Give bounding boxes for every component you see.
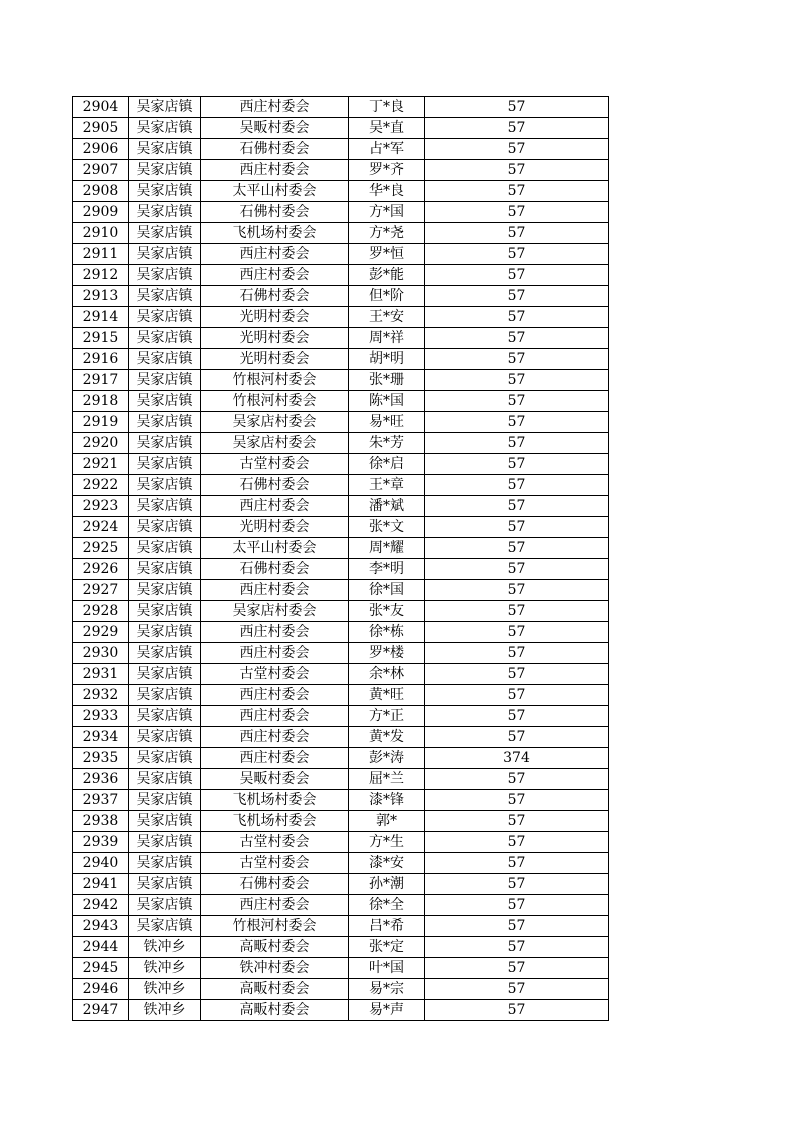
table-row <box>73 979 609 1000</box>
row-number-cell: 2936 <box>73 769 129 790</box>
town-cell: 吴家店镇 <box>129 874 201 895</box>
table-row <box>73 538 609 559</box>
town-cell: 吴家店镇 <box>129 370 201 391</box>
village-cell: 吴家店村委会 <box>201 433 349 454</box>
name-cell: 罗*恒 <box>349 244 425 265</box>
village-cell: 西庄村委会 <box>201 727 349 748</box>
table-row <box>73 559 609 580</box>
name-cell: 方*正 <box>349 706 425 727</box>
town-cell: 吴家店镇 <box>129 643 201 664</box>
town-cell: 铁冲乡 <box>129 958 201 979</box>
row-number-cell: 2941 <box>73 874 129 895</box>
town-cell: 吴家店镇 <box>129 433 201 454</box>
town-cell: 吴家店镇 <box>129 181 201 202</box>
village-cell: 西庄村委会 <box>201 622 349 643</box>
table-row <box>73 1000 609 1021</box>
row-number-cell: 2933 <box>73 706 129 727</box>
town-cell: 吴家店镇 <box>129 244 201 265</box>
row-number-cell: 2927 <box>73 580 129 601</box>
town-cell: 吴家店镇 <box>129 412 201 433</box>
row-number-cell: 2931 <box>73 664 129 685</box>
village-cell: 西庄村委会 <box>201 895 349 916</box>
village-cell: 石佛村委会 <box>201 874 349 895</box>
table-row <box>73 139 609 160</box>
row-number-cell: 2928 <box>73 601 129 622</box>
amount-cell: 57 <box>425 727 609 748</box>
village-cell: 竹根河村委会 <box>201 391 349 412</box>
amount-cell: 57 <box>425 97 609 118</box>
amount-cell: 57 <box>425 559 609 580</box>
amount-cell: 57 <box>425 139 609 160</box>
town-cell: 吴家店镇 <box>129 769 201 790</box>
table-row <box>73 160 609 181</box>
name-cell: 周*祥 <box>349 328 425 349</box>
table-row <box>73 118 609 139</box>
table-row <box>73 517 609 538</box>
table-row <box>73 97 609 118</box>
name-cell: 罗*齐 <box>349 160 425 181</box>
amount-cell: 57 <box>425 496 609 517</box>
table-row <box>73 958 609 979</box>
amount-cell: 57 <box>425 853 609 874</box>
name-cell: 张*珊 <box>349 370 425 391</box>
row-number-cell: 2943 <box>73 916 129 937</box>
amount-cell: 57 <box>425 979 609 1000</box>
amount-cell: 57 <box>425 622 609 643</box>
name-cell: 方*国 <box>349 202 425 223</box>
name-cell: 王*章 <box>349 475 425 496</box>
town-cell: 吴家店镇 <box>129 349 201 370</box>
name-cell: 李*明 <box>349 559 425 580</box>
table-row <box>73 202 609 223</box>
village-cell: 石佛村委会 <box>201 139 349 160</box>
town-cell: 吴家店镇 <box>129 559 201 580</box>
table-row <box>73 412 609 433</box>
amount-cell: 57 <box>425 643 609 664</box>
row-number-cell: 2904 <box>73 97 129 118</box>
name-cell: 彭*涛 <box>349 748 425 769</box>
town-cell: 吴家店镇 <box>129 118 201 139</box>
village-cell: 石佛村委会 <box>201 475 349 496</box>
row-number-cell: 2937 <box>73 790 129 811</box>
village-cell: 古堂村委会 <box>201 454 349 475</box>
name-cell: 徐*全 <box>349 895 425 916</box>
amount-cell: 57 <box>425 517 609 538</box>
village-cell: 竹根河村委会 <box>201 370 349 391</box>
table-row <box>73 223 609 244</box>
name-cell: 黄*旺 <box>349 685 425 706</box>
name-cell: 徐*栋 <box>349 622 425 643</box>
table-row <box>73 811 609 832</box>
town-cell: 吴家店镇 <box>129 832 201 853</box>
village-cell: 西庄村委会 <box>201 706 349 727</box>
village-cell: 竹根河村委会 <box>201 916 349 937</box>
table-row <box>73 496 609 517</box>
town-cell: 吴家店镇 <box>129 97 201 118</box>
village-cell: 光明村委会 <box>201 517 349 538</box>
table-row <box>73 937 609 958</box>
table-body <box>73 97 609 1021</box>
row-number-cell: 2914 <box>73 307 129 328</box>
name-cell: 郭* <box>349 811 425 832</box>
name-cell: 周*耀 <box>349 538 425 559</box>
row-number-cell: 2932 <box>73 685 129 706</box>
name-cell: 余*林 <box>349 664 425 685</box>
row-number-cell: 2942 <box>73 895 129 916</box>
table-row <box>73 832 609 853</box>
table-row <box>73 643 609 664</box>
amount-cell: 57 <box>425 832 609 853</box>
row-number-cell: 2919 <box>73 412 129 433</box>
town-cell: 吴家店镇 <box>129 265 201 286</box>
row-number-cell: 2912 <box>73 265 129 286</box>
name-cell: 张*定 <box>349 937 425 958</box>
name-cell: 易*声 <box>349 1000 425 1021</box>
name-cell: 徐*启 <box>349 454 425 475</box>
name-cell: 彭*能 <box>349 265 425 286</box>
village-cell: 吴畈村委会 <box>201 118 349 139</box>
town-cell: 吴家店镇 <box>129 202 201 223</box>
village-cell: 西庄村委会 <box>201 160 349 181</box>
village-cell: 太平山村委会 <box>201 538 349 559</box>
row-number-cell: 2946 <box>73 979 129 1000</box>
town-cell: 吴家店镇 <box>129 139 201 160</box>
town-cell: 吴家店镇 <box>129 391 201 412</box>
town-cell: 吴家店镇 <box>129 496 201 517</box>
amount-cell: 57 <box>425 349 609 370</box>
row-number-cell: 2916 <box>73 349 129 370</box>
row-number-cell: 2918 <box>73 391 129 412</box>
row-number-cell: 2911 <box>73 244 129 265</box>
row-number-cell: 2910 <box>73 223 129 244</box>
row-number-cell: 2940 <box>73 853 129 874</box>
village-cell: 高畈村委会 <box>201 937 349 958</box>
name-cell: 王*安 <box>349 307 425 328</box>
table-row <box>73 391 609 412</box>
amount-cell: 57 <box>425 370 609 391</box>
table-row <box>73 475 609 496</box>
village-cell: 西庄村委会 <box>201 97 349 118</box>
table-row <box>73 664 609 685</box>
town-cell: 吴家店镇 <box>129 580 201 601</box>
table-row <box>73 601 609 622</box>
town-cell: 吴家店镇 <box>129 601 201 622</box>
amount-cell: 57 <box>425 160 609 181</box>
name-cell: 胡*明 <box>349 349 425 370</box>
amount-cell: 57 <box>425 202 609 223</box>
name-cell: 叶*国 <box>349 958 425 979</box>
village-cell: 西庄村委会 <box>201 748 349 769</box>
name-cell: 吴*直 <box>349 118 425 139</box>
name-cell: 孙*潮 <box>349 874 425 895</box>
row-number-cell: 2915 <box>73 328 129 349</box>
village-cell: 吴家店村委会 <box>201 412 349 433</box>
amount-cell: 57 <box>425 223 609 244</box>
town-cell: 铁冲乡 <box>129 979 201 1000</box>
amount-cell: 57 <box>425 286 609 307</box>
town-cell: 铁冲乡 <box>129 937 201 958</box>
village-cell: 西庄村委会 <box>201 244 349 265</box>
row-number-cell: 2922 <box>73 475 129 496</box>
town-cell: 吴家店镇 <box>129 790 201 811</box>
town-cell: 吴家店镇 <box>129 916 201 937</box>
town-cell: 吴家店镇 <box>129 748 201 769</box>
town-cell: 吴家店镇 <box>129 727 201 748</box>
row-number-cell: 2907 <box>73 160 129 181</box>
row-number-cell: 2926 <box>73 559 129 580</box>
town-cell: 吴家店镇 <box>129 517 201 538</box>
village-cell: 西庄村委会 <box>201 580 349 601</box>
table-row <box>73 307 609 328</box>
amount-cell: 57 <box>425 454 609 475</box>
amount-cell: 57 <box>425 433 609 454</box>
table-row <box>73 580 609 601</box>
table-row <box>73 685 609 706</box>
village-cell: 西庄村委会 <box>201 685 349 706</box>
name-cell: 占*军 <box>349 139 425 160</box>
row-number-cell: 2944 <box>73 937 129 958</box>
table-row <box>73 286 609 307</box>
table-row <box>73 853 609 874</box>
row-number-cell: 2938 <box>73 811 129 832</box>
amount-cell: 57 <box>425 706 609 727</box>
village-cell: 铁冲村委会 <box>201 958 349 979</box>
village-cell: 飞机场村委会 <box>201 223 349 244</box>
amount-cell: 57 <box>425 1000 609 1021</box>
name-cell: 徐*国 <box>349 580 425 601</box>
name-cell: 朱*芳 <box>349 433 425 454</box>
name-cell: 丁*良 <box>349 97 425 118</box>
table-row <box>73 706 609 727</box>
town-cell: 吴家店镇 <box>129 454 201 475</box>
amount-cell: 57 <box>425 244 609 265</box>
town-cell: 吴家店镇 <box>129 475 201 496</box>
amount-cell: 57 <box>425 958 609 979</box>
village-cell: 光明村委会 <box>201 328 349 349</box>
village-cell: 高畈村委会 <box>201 979 349 1000</box>
town-cell: 吴家店镇 <box>129 328 201 349</box>
name-cell: 但*阶 <box>349 286 425 307</box>
amount-cell: 57 <box>425 769 609 790</box>
amount-cell: 57 <box>425 664 609 685</box>
table-row <box>73 769 609 790</box>
table-row <box>73 433 609 454</box>
table-row <box>73 874 609 895</box>
table-row <box>73 790 609 811</box>
village-cell: 吴畈村委会 <box>201 769 349 790</box>
town-cell: 吴家店镇 <box>129 223 201 244</box>
name-cell: 张*文 <box>349 517 425 538</box>
name-cell: 易*旺 <box>349 412 425 433</box>
table-row <box>73 265 609 286</box>
town-cell: 吴家店镇 <box>129 538 201 559</box>
name-cell: 漆*锋 <box>349 790 425 811</box>
village-cell: 石佛村委会 <box>201 286 349 307</box>
row-number-cell: 2921 <box>73 454 129 475</box>
name-cell: 华*良 <box>349 181 425 202</box>
amount-cell: 57 <box>425 790 609 811</box>
town-cell: 吴家店镇 <box>129 895 201 916</box>
name-cell: 屈*兰 <box>349 769 425 790</box>
amount-cell: 57 <box>425 181 609 202</box>
table-row <box>73 181 609 202</box>
table-row <box>73 916 609 937</box>
town-cell: 吴家店镇 <box>129 307 201 328</box>
row-number-cell: 2923 <box>73 496 129 517</box>
row-number-cell: 2930 <box>73 643 129 664</box>
row-number-cell: 2908 <box>73 181 129 202</box>
row-number-cell: 2924 <box>73 517 129 538</box>
amount-cell: 374 <box>425 748 609 769</box>
amount-cell: 57 <box>425 811 609 832</box>
amount-cell: 57 <box>425 874 609 895</box>
amount-cell: 57 <box>425 118 609 139</box>
row-number-cell: 2945 <box>73 958 129 979</box>
name-cell: 潘*斌 <box>349 496 425 517</box>
village-cell: 古堂村委会 <box>201 832 349 853</box>
row-number-cell: 2925 <box>73 538 129 559</box>
village-cell: 石佛村委会 <box>201 202 349 223</box>
amount-cell: 57 <box>425 265 609 286</box>
town-cell: 铁冲乡 <box>129 1000 201 1021</box>
amount-cell: 57 <box>425 328 609 349</box>
village-cell: 西庄村委会 <box>201 265 349 286</box>
amount-cell: 57 <box>425 916 609 937</box>
row-number-cell: 2947 <box>73 1000 129 1021</box>
name-cell: 方*尧 <box>349 223 425 244</box>
name-cell: 黄*发 <box>349 727 425 748</box>
table-row <box>73 349 609 370</box>
row-number-cell: 2934 <box>73 727 129 748</box>
row-number-cell: 2939 <box>73 832 129 853</box>
amount-cell: 57 <box>425 937 609 958</box>
town-cell: 吴家店镇 <box>129 622 201 643</box>
table-row <box>73 727 609 748</box>
amount-cell: 57 <box>425 601 609 622</box>
village-cell: 吴家店村委会 <box>201 601 349 622</box>
amount-cell: 57 <box>425 580 609 601</box>
amount-cell: 57 <box>425 391 609 412</box>
village-cell: 飞机场村委会 <box>201 811 349 832</box>
table-row <box>73 622 609 643</box>
table-row <box>73 748 609 769</box>
town-cell: 吴家店镇 <box>129 685 201 706</box>
row-number-cell: 2929 <box>73 622 129 643</box>
amount-cell: 57 <box>425 412 609 433</box>
town-cell: 吴家店镇 <box>129 160 201 181</box>
town-cell: 吴家店镇 <box>129 811 201 832</box>
village-cell: 光明村委会 <box>201 307 349 328</box>
village-cell: 飞机场村委会 <box>201 790 349 811</box>
table-row <box>73 895 609 916</box>
town-cell: 吴家店镇 <box>129 664 201 685</box>
name-cell: 漆*安 <box>349 853 425 874</box>
table-row <box>73 370 609 391</box>
village-cell: 西庄村委会 <box>201 496 349 517</box>
name-cell: 易*宗 <box>349 979 425 1000</box>
village-cell: 石佛村委会 <box>201 559 349 580</box>
amount-cell: 57 <box>425 475 609 496</box>
row-number-cell: 2905 <box>73 118 129 139</box>
table-row <box>73 328 609 349</box>
name-cell: 罗*楼 <box>349 643 425 664</box>
data-table <box>72 96 609 1021</box>
table-row <box>73 244 609 265</box>
name-cell: 陈*国 <box>349 391 425 412</box>
row-number-cell: 2920 <box>73 433 129 454</box>
amount-cell: 57 <box>425 307 609 328</box>
town-cell: 吴家店镇 <box>129 286 201 307</box>
row-number-cell: 2935 <box>73 748 129 769</box>
row-number-cell: 2909 <box>73 202 129 223</box>
amount-cell: 57 <box>425 895 609 916</box>
village-cell: 光明村委会 <box>201 349 349 370</box>
row-number-cell: 2913 <box>73 286 129 307</box>
amount-cell: 57 <box>425 538 609 559</box>
table-row <box>73 454 609 475</box>
row-number-cell: 2906 <box>73 139 129 160</box>
village-cell: 古堂村委会 <box>201 853 349 874</box>
village-cell: 高畈村委会 <box>201 1000 349 1021</box>
row-number-cell: 2917 <box>73 370 129 391</box>
village-cell: 古堂村委会 <box>201 664 349 685</box>
village-cell: 太平山村委会 <box>201 181 349 202</box>
name-cell: 吕*希 <box>349 916 425 937</box>
amount-cell: 57 <box>425 685 609 706</box>
town-cell: 吴家店镇 <box>129 853 201 874</box>
name-cell: 张*友 <box>349 601 425 622</box>
name-cell: 方*生 <box>349 832 425 853</box>
town-cell: 吴家店镇 <box>129 706 201 727</box>
village-cell: 西庄村委会 <box>201 643 349 664</box>
